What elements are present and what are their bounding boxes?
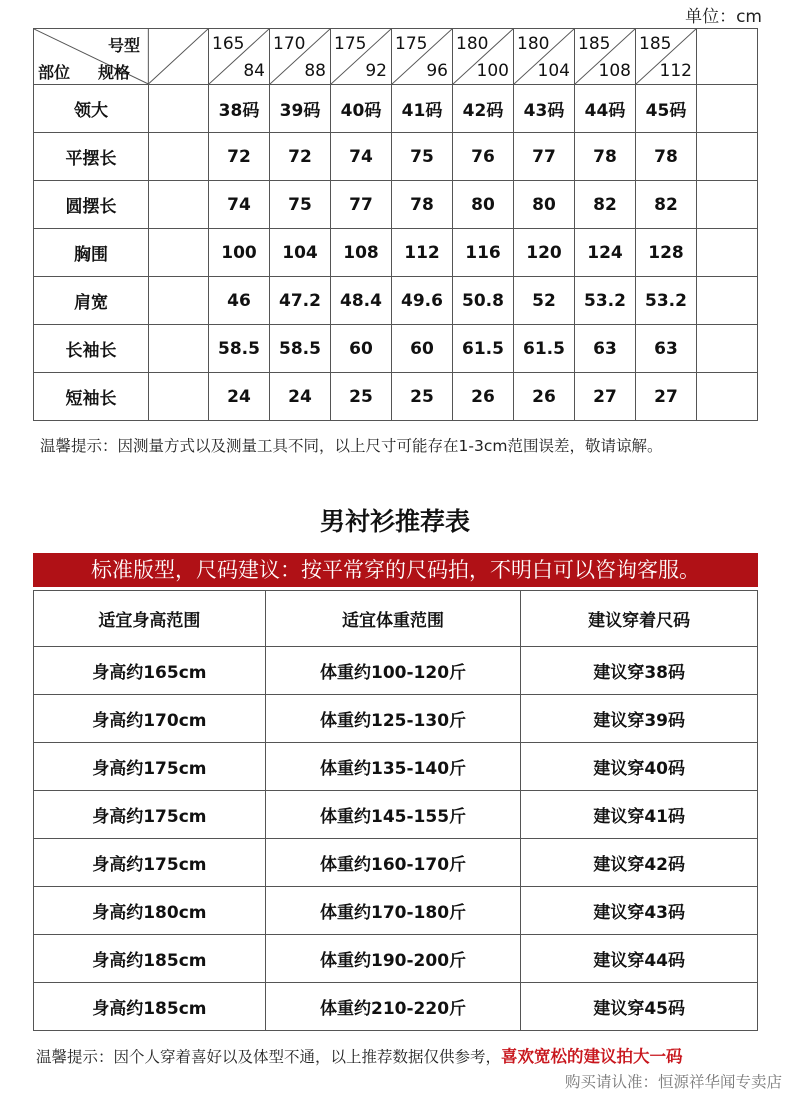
table-cell: 体重约160-170斤	[265, 839, 521, 887]
table-row	[34, 229, 758, 277]
table-cell: 24	[209, 373, 270, 421]
size-chest: 84	[243, 61, 265, 81]
row-label: 平摆长	[34, 133, 149, 181]
empty-cell	[149, 229, 209, 277]
table-cell: 身高约170cm	[34, 695, 266, 743]
table-cell: 体重约170-180斤	[265, 887, 521, 935]
table-cell: 72	[270, 133, 331, 181]
table-cell: 建议穿39码	[521, 695, 758, 743]
corner-label-part: 部位	[38, 63, 71, 82]
table-cell: 50.8	[453, 277, 514, 325]
size-height: 175	[334, 34, 367, 54]
fit-advice-banner: 标准版型，尺码建议：按平常穿的尺码拍，不明白可以咨询客服。	[33, 553, 758, 587]
table-cell: 39码	[270, 85, 331, 133]
size-chest: 100	[476, 61, 509, 81]
table-cell: 24	[270, 373, 331, 421]
table-cell: 建议穿41码	[521, 791, 758, 839]
table-cell: 74	[209, 181, 270, 229]
recommendation-title: 男衬衫推荐表	[319, 507, 470, 536]
table-cell: 体重约125-130斤	[265, 695, 521, 743]
table-cell: 25	[392, 373, 453, 421]
empty-cell	[697, 229, 758, 277]
table-cell: 53.2	[575, 277, 636, 325]
size-chest: 112	[659, 61, 692, 81]
table-cell: 58.5	[209, 325, 270, 373]
empty-cell	[149, 325, 209, 373]
table-row	[34, 277, 758, 325]
table-cell: 41码	[392, 85, 453, 133]
unit-label: 单位：cm	[685, 7, 762, 27]
table-cell: 38码	[209, 85, 270, 133]
table-cell: 80	[514, 181, 575, 229]
table-row	[34, 325, 758, 373]
table-cell: 40码	[331, 85, 392, 133]
note-highlight: 喜欢宽松的建议拍大一码	[501, 1047, 683, 1066]
table-cell: 61.5	[514, 325, 575, 373]
size-height: 180	[517, 34, 550, 54]
row-label: 圆摆长	[34, 181, 149, 229]
table-cell: 48.4	[331, 277, 392, 325]
row-label: 短袖长	[34, 373, 149, 421]
size-header-cell	[270, 29, 331, 85]
table-cell: 26	[514, 373, 575, 421]
empty-cell	[149, 181, 209, 229]
note-text: 温馨提示：因个人穿着喜好以及体型不通，以上推荐数据仅供参考，	[36, 1048, 502, 1066]
table-cell: 25	[331, 373, 392, 421]
table-cell: 体重约145-155斤	[265, 791, 521, 839]
table-cell: 建议穿40码	[521, 743, 758, 791]
table-cell: 77	[514, 133, 575, 181]
corner-label-size: 号型	[108, 36, 141, 55]
table-cell: 100	[209, 229, 270, 277]
table-cell: 112	[392, 229, 453, 277]
size-header-cell	[392, 29, 453, 85]
table-cell: 72	[209, 133, 270, 181]
empty-cell	[149, 85, 209, 133]
column-header: 建议穿着尺码	[521, 591, 758, 647]
size-chest: 92	[365, 61, 387, 81]
column-header: 适宜体重范围	[265, 591, 521, 647]
table-cell: 身高约185cm	[34, 935, 266, 983]
size-chest: 108	[598, 61, 631, 81]
size-header-row	[34, 29, 758, 85]
table-cell: 63	[575, 325, 636, 373]
table-cell: 身高约180cm	[34, 887, 266, 935]
table-cell: 82	[575, 181, 636, 229]
size-height: 165	[212, 34, 245, 54]
shop-note: 购买请认准：恒源祥华闻专卖店	[564, 1073, 782, 1091]
table-cell: 体重约100-120斤	[265, 647, 521, 695]
table-row	[34, 373, 758, 421]
table-row	[34, 695, 758, 743]
size-chest: 88	[304, 61, 326, 81]
size-header-cell	[636, 29, 697, 85]
recommendation-note	[36, 1043, 683, 1067]
table-cell: 60	[331, 325, 392, 373]
table-cell: 身高约185cm	[34, 983, 266, 1031]
size-chest: 104	[537, 61, 570, 81]
size-height: 175	[395, 34, 428, 54]
table-row	[34, 935, 758, 983]
size-height: 185	[639, 34, 672, 54]
table-cell: 27	[636, 373, 697, 421]
header-corner-cell	[34, 29, 209, 85]
table-cell: 建议穿38码	[521, 647, 758, 695]
empty-cell	[697, 29, 758, 85]
empty-cell	[149, 277, 209, 325]
table-cell: 60	[392, 325, 453, 373]
table-cell: 身高约165cm	[34, 647, 266, 695]
rec-header-row	[34, 591, 758, 647]
size-height: 185	[578, 34, 611, 54]
table-cell: 76	[453, 133, 514, 181]
table-cell: 42码	[453, 85, 514, 133]
table-row	[34, 133, 758, 181]
table-cell: 77	[331, 181, 392, 229]
size-height: 170	[273, 34, 306, 54]
table-cell: 80	[453, 181, 514, 229]
measurement-note: 温馨提示：因测量方式以及测量工具不同，以上尺寸可能存在1-3cm范围误差，敬请谅解。	[40, 437, 663, 455]
table-cell: 46	[209, 277, 270, 325]
table-cell: 63	[636, 325, 697, 373]
table-cell: 44码	[575, 85, 636, 133]
size-header-cell	[514, 29, 575, 85]
table-cell: 120	[514, 229, 575, 277]
table-cell: 128	[636, 229, 697, 277]
row-label: 领大	[34, 85, 149, 133]
table-cell: 身高约175cm	[34, 791, 266, 839]
table-cell: 78	[636, 133, 697, 181]
table-cell: 建议穿45码	[521, 983, 758, 1031]
table-row	[34, 839, 758, 887]
empty-cell	[697, 181, 758, 229]
empty-cell	[697, 277, 758, 325]
table-cell: 身高约175cm	[34, 839, 266, 887]
size-header-cell	[575, 29, 636, 85]
empty-cell	[149, 373, 209, 421]
recommendation-table	[33, 590, 758, 1031]
table-cell: 75	[270, 181, 331, 229]
table-cell: 104	[270, 229, 331, 277]
size-height: 180	[456, 34, 489, 54]
table-row	[34, 181, 758, 229]
table-cell: 52	[514, 277, 575, 325]
table-row	[34, 647, 758, 695]
empty-cell	[697, 373, 758, 421]
table-cell: 61.5	[453, 325, 514, 373]
size-chart-table	[33, 28, 758, 421]
table-cell: 78	[392, 181, 453, 229]
table-row	[34, 887, 758, 935]
size-header-cell	[453, 29, 514, 85]
table-cell: 75	[392, 133, 453, 181]
size-header-cell	[209, 29, 270, 85]
table-cell: 建议穿42码	[521, 839, 758, 887]
table-cell: 45码	[636, 85, 697, 133]
table-row	[34, 983, 758, 1031]
table-cell: 58.5	[270, 325, 331, 373]
empty-cell	[697, 133, 758, 181]
table-cell: 建议穿44码	[521, 935, 758, 983]
table-cell: 53.2	[636, 277, 697, 325]
table-cell: 47.2	[270, 277, 331, 325]
size-chest: 96	[426, 61, 448, 81]
table-cell: 体重约135-140斤	[265, 743, 521, 791]
row-label: 肩宽	[34, 277, 149, 325]
corner-label-spec: 规格	[98, 63, 131, 82]
size-header-cell	[331, 29, 392, 85]
table-cell: 116	[453, 229, 514, 277]
table-cell: 124	[575, 229, 636, 277]
table-row	[34, 85, 758, 133]
empty-cell	[697, 85, 758, 133]
row-label: 胸围	[34, 229, 149, 277]
table-cell: 身高约175cm	[34, 743, 266, 791]
column-header: 适宜身高范围	[34, 591, 266, 647]
empty-cell	[149, 133, 209, 181]
table-cell: 78	[575, 133, 636, 181]
table-cell: 49.6	[392, 277, 453, 325]
table-cell: 74	[331, 133, 392, 181]
table-row	[34, 791, 758, 839]
table-cell: 26	[453, 373, 514, 421]
table-cell: 82	[636, 181, 697, 229]
row-label: 长袖长	[34, 325, 149, 373]
table-row	[34, 743, 758, 791]
table-cell: 体重约190-200斤	[265, 935, 521, 983]
table-cell: 108	[331, 229, 392, 277]
table-cell: 建议穿43码	[521, 887, 758, 935]
table-cell: 27	[575, 373, 636, 421]
empty-cell	[697, 325, 758, 373]
table-cell: 体重约210-220斤	[265, 983, 521, 1031]
table-cell: 43码	[514, 85, 575, 133]
